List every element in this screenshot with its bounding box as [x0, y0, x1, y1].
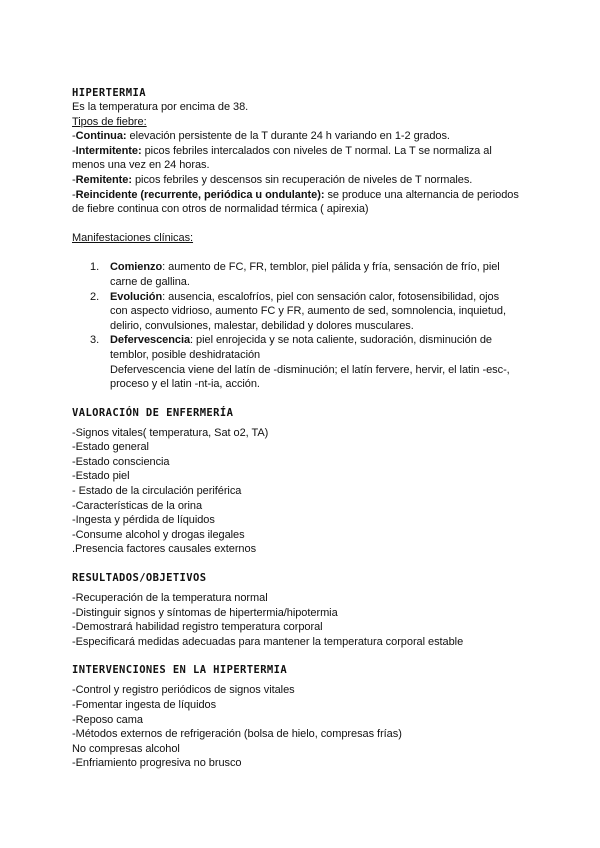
list-item: - Estado de la circulación periférica [72, 485, 242, 498]
list-item: -Estado consciencia [72, 455, 170, 468]
list-item: -Demostrará habilidad registro temperatura corporal [72, 621, 323, 634]
list-item: -Fomentar ingesta de líquidos [72, 699, 217, 711]
list-item: -Especificará medidas adecuadas para mantener la temperatura corporal estable [72, 635, 464, 648]
tipos-list [72, 129, 532, 217]
manifestaciones-title: Manifestaciones clínicas: [72, 231, 194, 244]
manifestacion-comienzo: 1. Comienzo: aumento de FC, FR, temblor, piel pálida y fría, sensación de frío, piel carne de gallina. [90, 261, 500, 288]
tipo-reincidente: -Reincidente (recurrente, periódica u ondulante): se produce una alternancia de periodos [72, 188, 519, 201]
tipo-reincidente-cont: de fiebre continua con otros de normalidad térmica ( apirexia) [72, 203, 369, 216]
list-item: -Signos vitales( temperatura, Sat o2, TA) [72, 426, 269, 439]
manifestaciones-list [72, 260, 532, 391]
list-item: -Consume alcohol y drogas ilegales [72, 528, 245, 541]
list-item: -Enfriamiento progresiva no brusco [72, 757, 242, 770]
heading-resultados: RESULTADOS/OBJETIVOS [72, 572, 207, 585]
tipo-remitente: -Remitente: picos febriles y descensos sin recuperación de niveles de T normales. [72, 173, 473, 186]
list-item: -Ingesta y pérdida de líquidos [72, 514, 215, 527]
tipos-title: Tipos de fiebre: [72, 115, 147, 128]
heading-hipertermia: HIPERTERMIA [72, 87, 146, 99]
list-item: No compresas alcohol [72, 742, 180, 755]
manifestacion-evolucion: 2. Evolución: ausencia, escalofríos, piel con sensación calor, fotosensibilidad, ojos con aspecto vidrioso, aumento FC y FR, aumento de sed, somnolencia, inquietud, delirio, convulsiones, malestar, debilidad y dolores musculares. [90, 290, 506, 332]
list-item: -Control y registro periódicos de signos vitales [72, 684, 295, 697]
list-item: -Reposo cama [72, 713, 143, 726]
resultados-list [72, 591, 532, 649]
list-item: -Métodos externos de refrigeración (bolsa de hielo, compresas frías) [72, 728, 402, 741]
valoracion-list [72, 426, 532, 557]
heading-valoracion: VALORACIÓN DE ENFERMERÍA [72, 406, 234, 419]
tipo-continua: -Continua: elevación persistente de la T durante 24 h variando en 1-2 grados. [72, 130, 450, 143]
list-item: -Estado piel [72, 470, 130, 483]
list-item: -Estado general [72, 441, 149, 454]
document-content [72, 86, 532, 771]
list-item: -Características de la orina [72, 499, 203, 512]
intervenciones-list [72, 683, 532, 771]
tipo-intermitente: -Intermitente: picos febriles intercalados con niveles de T normal. La T se normaliza al [72, 144, 492, 157]
list-item: -Distinguir signos y síntomas de hipertermia/hipotermia [72, 606, 338, 619]
tipo-intermitente-cont: menos una vez en 24 horas. [72, 159, 210, 172]
list-item: .Presencia factores causales externos [72, 543, 257, 556]
definition-text: Es la temperatura por encima de 38. [72, 101, 249, 113]
manifestacion-defervescencia: 3. Defervescencia: piel enrojecida y se nota caliente, sudoración, disminución de temblor, posible deshidratación Defervescencia viene del latín de -disminución; el latín fervere, hervir, el latin -esc-, proceso y el latin -nt-ia, acción. [90, 334, 510, 391]
heading-intervenciones: INTERVENCIONES EN LA HIPERTERMIA [72, 664, 288, 677]
list-item: -Recuperación de la temperatura normal [72, 592, 268, 605]
